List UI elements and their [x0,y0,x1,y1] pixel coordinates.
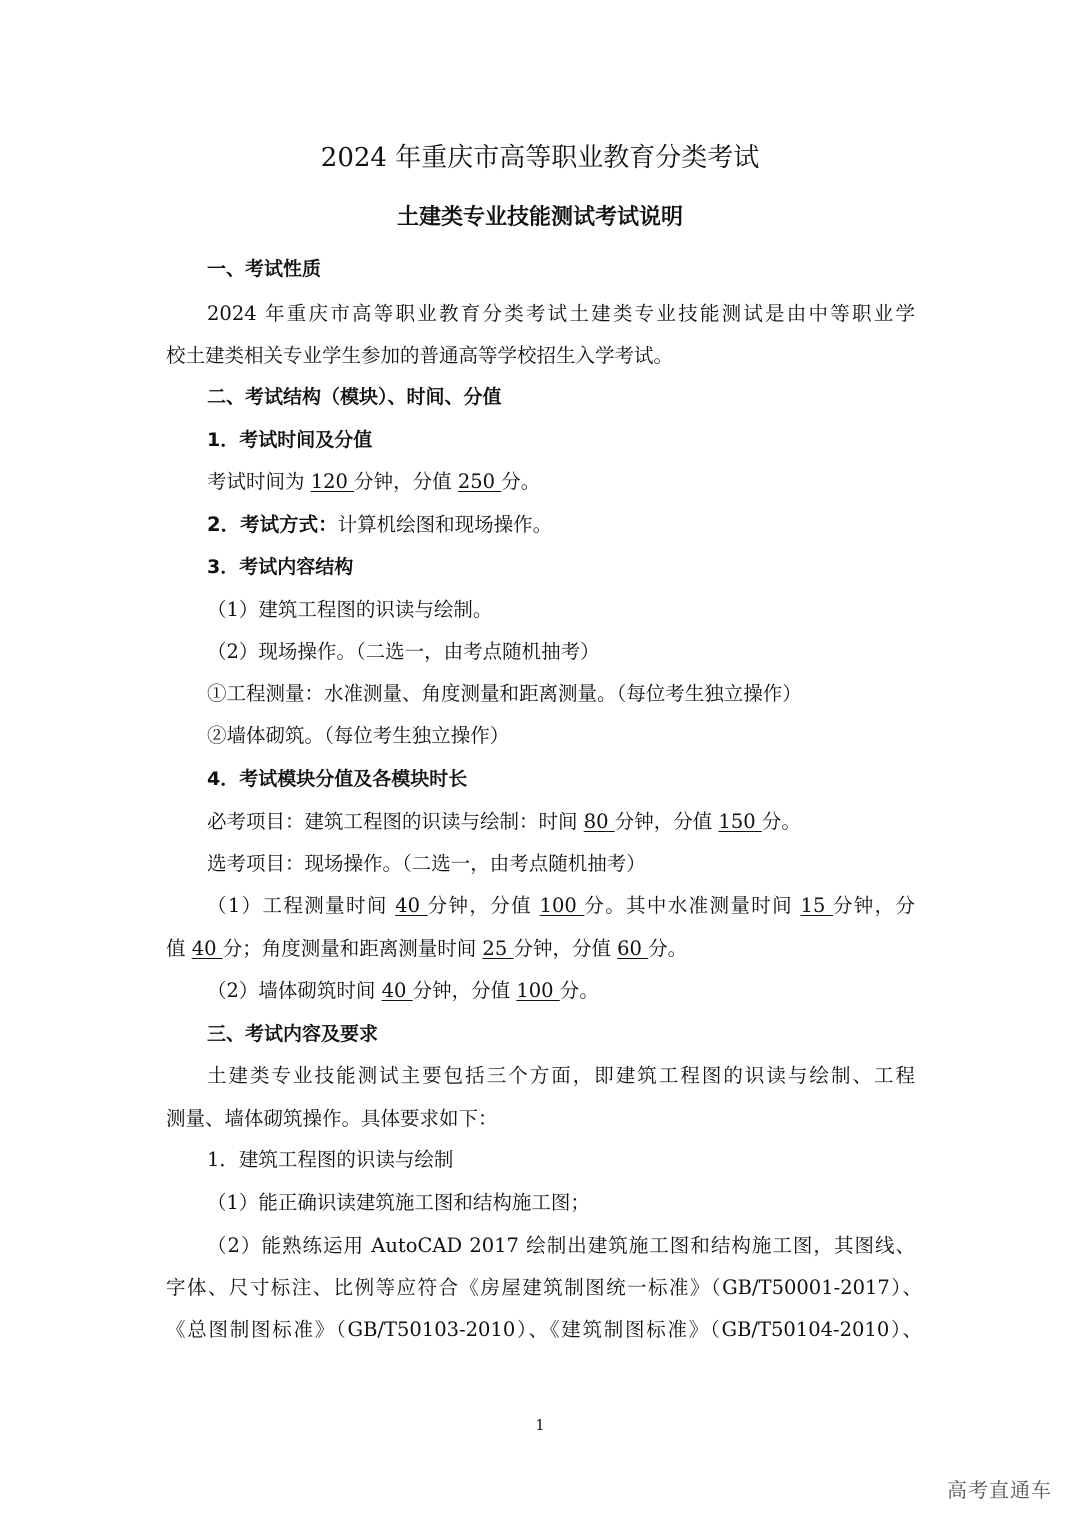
text-line [207,680,915,708]
text-segment: 分钟，分值 [427,894,540,917]
text-segment: 值 [166,937,192,960]
underlined-value: 100 [516,979,560,1002]
text-segment: 字体、尺寸标注、比例等应符合《房屋建筑制图统一标准》（GB/T50001-2017）、 [166,1276,922,1299]
text-line [166,935,915,963]
text-segment: 2024 年重庆市高等职业教育分类考试土建类专业技能测试是由中等职业学 [207,302,915,325]
text-segment: 分。 [501,470,541,493]
underlined-value: 40 [395,894,428,917]
text-line [207,1189,915,1217]
text-line [207,511,915,539]
page-number: 1 [535,1416,545,1434]
text-segment: 分。其中水准测量时间 [584,894,801,917]
text-line [207,383,915,411]
text-line [166,1105,915,1133]
underlined-value: 80 [583,810,615,833]
underlined-value: 25 [482,937,514,960]
text-line [207,977,915,1005]
text-line [207,300,915,328]
text-line [207,1020,915,1048]
text-segment: 测量、墙体砌筑操作。具体要求如下： [166,1107,498,1130]
document-subtitle: 土建类专业技能测试考试说明 [396,205,683,230]
text-segment: ①工程测量：水准测量、角度测量和距离测量。（每位考生独立操作） [207,682,802,705]
text-segment: 一、考试性质 [207,258,322,280]
text-line [207,638,915,666]
text-segment: （1）能正确识读建筑施工图和结构施工图； [207,1191,590,1214]
text-line [207,468,915,496]
text-segment: ②墙体砌筑。（每位考生独立操作） [207,724,510,747]
text-segment: 土建类专业技能测试主要包括三个方面，即建筑工程图的识读与绘制、工程 [207,1064,915,1087]
underlined-value: 150 [718,810,762,833]
bold-label: 2．考试方式： [207,513,338,536]
text-segment: 分。 [648,937,688,960]
text-segment: 《总图制图标准》（GB/T50103-2010）、《建筑制图标准》（GB/T50104-2010）、 [166,1318,922,1341]
text-line [207,553,915,581]
text-line [207,722,915,750]
text-segment: 三、考试内容及要求 [207,1023,379,1045]
text-segment: 1．考试时间及分值 [207,429,373,451]
text-segment: （2）墙体砌筑时间 [207,979,382,1002]
text-segment: （2）能熟练运用 AutoCAD 2017 绘制出建筑施工图和结构施工图，其图线、 [207,1234,915,1257]
text-line [207,892,915,920]
text-segment: 必考项目：建筑工程图的识读与绘制：时间 [207,810,584,833]
text-segment: 4．考试模块分值及各模块时长 [207,768,468,790]
text-segment: 分；角度测量和距离测量时间 [222,937,483,960]
text-line [207,850,915,878]
watermark: 高考直通车 [947,1478,1052,1502]
text-line [207,426,915,454]
text-segment: 分钟，分值 [412,979,517,1002]
text-line [207,596,915,624]
text-segment: （1）建筑工程图的识读与绘制。 [207,598,493,621]
underlined-value: 100 [539,894,585,917]
underlined-value: 60 [617,937,649,960]
document-title: 2024 年重庆市高等职业教育分类考试 [320,143,760,173]
text-line [207,765,915,793]
underlined-value: 40 [381,979,413,1002]
text-line [207,808,915,836]
text-line [207,255,915,283]
text-segment: 选考项目：现场操作。（二选一，由考点随机抽考） [207,852,646,875]
underlined-value: 40 [191,937,223,960]
text-line [166,1274,922,1302]
text-segment: 分。 [761,810,801,833]
text-segment: 分钟，分值 [354,470,458,493]
text-segment: 校土建类相关专业学生参加的普通高等学校招生入学考试。 [166,344,674,367]
text-segment: 分。 [559,979,599,1002]
text-line [207,1062,915,1090]
text-segment: 分钟，分值 [513,937,618,960]
text-line [166,1316,922,1344]
text-line [166,342,915,370]
text-segment: 分钟，分值 [614,810,719,833]
text-segment: （1）工程测量时间 [207,894,396,917]
text-segment: （2）现场操作。（二选一，由考点随机抽考） [207,640,600,663]
underlined-value: 15 [800,894,833,917]
text-segment: 3．考试内容结构 [207,556,354,578]
text-segment: 分钟，分 [832,894,916,917]
text-line [207,1146,915,1174]
text-segment: 1．建筑工程图的识读与绘制 [207,1148,454,1171]
text-segment: 二、考试结构（模块）、时间、分值 [207,386,502,408]
text-segment: 考试时间为 [207,470,311,493]
text-segment: 计算机绘图和现场操作。 [337,513,553,536]
text-line [207,1232,915,1260]
underlined-value: 250 [457,470,502,493]
underlined-value: 120 [310,470,355,493]
